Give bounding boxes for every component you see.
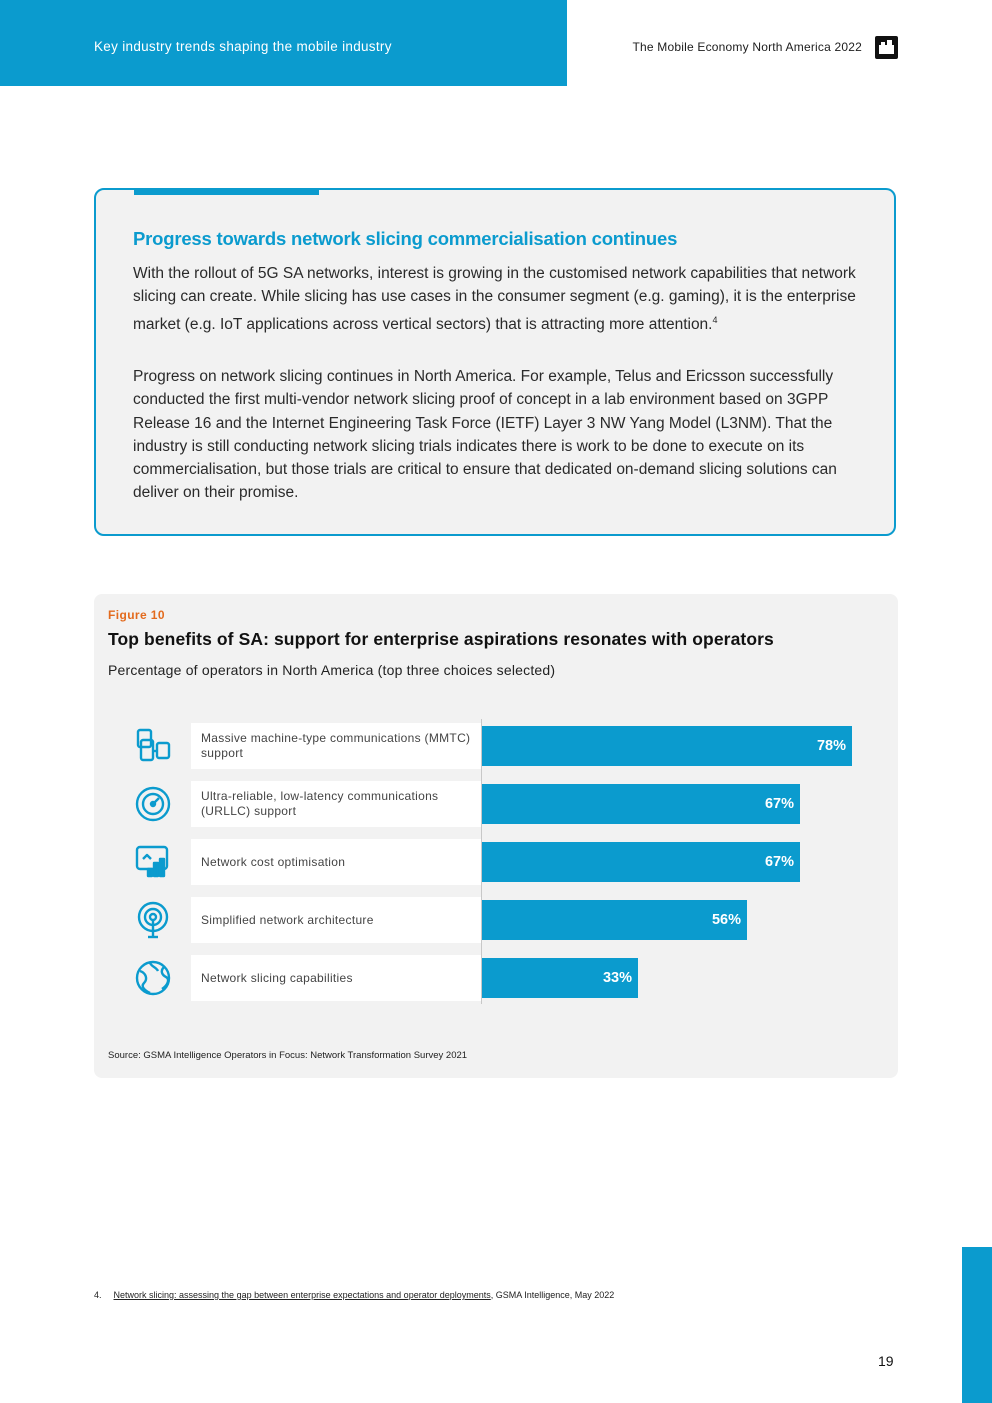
data-label: 56% <box>711 912 741 928</box>
page-number: 19 <box>878 1353 894 1369</box>
report-title: The Mobile Economy North America 2022 <box>632 40 862 54</box>
chart-row <box>94 781 898 827</box>
report-icon <box>875 36 898 59</box>
chart-row <box>94 839 898 885</box>
footnote-rest: , GSMA Intelligence, May 2022 <box>490 1290 615 1300</box>
section-title: Key industry trends shaping the mobile industry <box>94 39 392 54</box>
callout-title: Progress towards network slicing commercialisation continues <box>133 228 678 249</box>
callout-paragraph-1-text: With the rollout of 5G SA networks, interest is growing in the customised network capabilities that network slicing can create. While slicing has use cases in the consumer segment (e.g. gaming), it is the enterprise market (e.g. IoT applications across vertical sectors) that is attracting more attention. <box>133 265 856 333</box>
category-label: Simplified network architecture <box>191 897 481 943</box>
chart-row <box>94 955 898 1001</box>
callout-paragraph-2: Progress on network slicing continues in North America. For example, Telus and Ericsson successfully conducted the first multi-vendor network slicing proof of concept in a lab environment based on 3GPP Release 16 and the Internet Engineering Task Force (IETF) Layer 3 NW Yang Model (L3NM). That the industry is still conducting network slicing trials indicates there is work to be done to execute on its commercialisation, but those trials are critical to ensure that dedicated on-demand slicing solutions can deliver on their promise. <box>133 368 837 502</box>
category-label: Network slicing capabilities <box>191 955 481 1001</box>
network-slicing-callout <box>94 188 896 536</box>
chart-row <box>94 897 898 943</box>
speedometer-icon <box>134 785 172 823</box>
figure-subtitle: Percentage of operators in North America (top three choices selected) <box>108 662 556 678</box>
footnote <box>94 1290 614 1300</box>
chart-row <box>94 723 898 769</box>
category-label: Massive machine-type communications (MMTC) support <box>191 723 481 769</box>
callout-tab <box>134 188 319 195</box>
data-label: 67% <box>764 854 794 870</box>
footnote-number: 4. <box>94 1290 102 1300</box>
figure-10 <box>94 594 898 1078</box>
chart-axis-line <box>481 719 482 1004</box>
figure-source: Source: GSMA Intelligence Operators in Focus: Network Transformation Survey 2021 <box>108 1050 468 1061</box>
data-label: 33% <box>602 970 632 986</box>
callout-paragraph-1 <box>133 262 868 336</box>
monitor-chart-icon <box>134 843 172 881</box>
antenna-icon <box>134 901 172 939</box>
globe-icon <box>134 959 172 997</box>
data-label: 78% <box>816 738 846 754</box>
data-label: 67% <box>764 796 794 812</box>
footnote-link[interactable]: Network slicing: assessing the gap between enterprise expectations and operator deployments <box>113 1290 491 1300</box>
figure-title: Top benefits of SA: support for enterprise aspirations resonates with operators <box>108 629 774 649</box>
side-tab <box>962 1247 992 1403</box>
footnote-ref[interactable]: 4 <box>712 314 718 325</box>
devices-icon <box>134 727 172 765</box>
category-label: Ultra-reliable, low-latency communications (URLLC) support <box>191 781 481 827</box>
category-label: Network cost optimisation <box>191 839 481 885</box>
figure-label: Figure 10 <box>108 608 165 622</box>
